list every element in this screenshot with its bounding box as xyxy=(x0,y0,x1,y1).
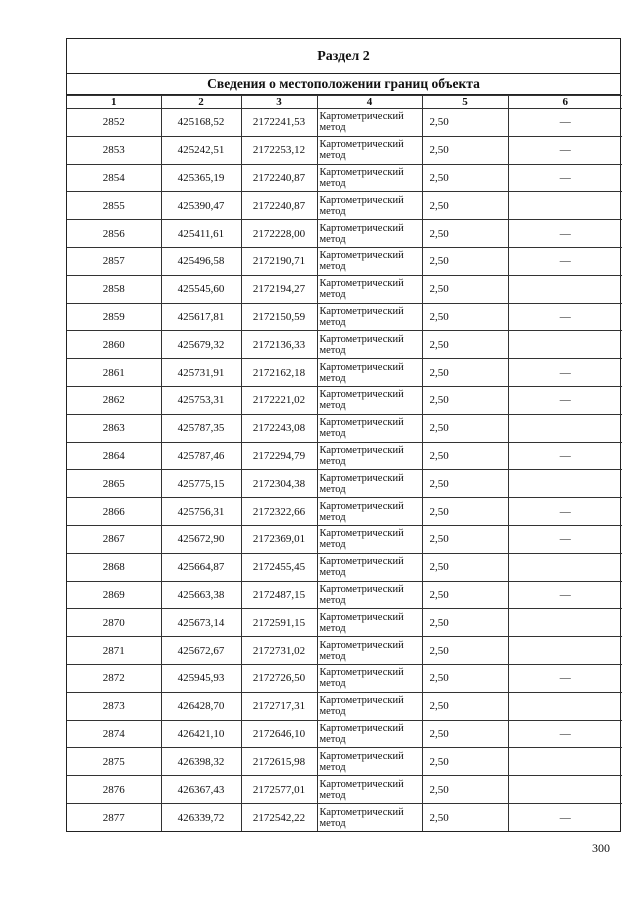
table-row xyxy=(67,442,622,470)
table-row xyxy=(67,192,622,220)
note-cell: — xyxy=(508,136,622,164)
method-cell: Картометрический метод xyxy=(317,275,422,303)
note-cell: — xyxy=(508,525,622,553)
point-number-cell: 2872 xyxy=(67,664,161,692)
y-coordinate-cell: 2172487,15 xyxy=(241,581,317,609)
note-cell xyxy=(508,331,622,359)
table-row xyxy=(67,581,622,609)
x-coordinate-cell: 425672,67 xyxy=(161,637,241,665)
method-cell: Картометрический метод xyxy=(317,192,422,220)
x-coordinate-cell: 425673,14 xyxy=(161,609,241,637)
table-row xyxy=(67,498,622,526)
note-cell xyxy=(508,776,622,804)
y-coordinate-cell: 2172322,66 xyxy=(241,498,317,526)
x-coordinate-cell: 425411,61 xyxy=(161,220,241,248)
method-cell: Картометрический метод xyxy=(317,525,422,553)
point-number-cell: 2857 xyxy=(67,247,161,275)
y-coordinate-cell: 2172150,59 xyxy=(241,303,317,331)
table-row xyxy=(67,303,622,331)
note-cell xyxy=(508,553,622,581)
x-coordinate-cell: 425390,47 xyxy=(161,192,241,220)
accuracy-cell: 2,50 xyxy=(422,331,508,359)
accuracy-cell: 2,50 xyxy=(422,359,508,387)
note-cell xyxy=(508,414,622,442)
table-row xyxy=(67,386,622,414)
table-row xyxy=(67,637,622,665)
accuracy-cell: 2,50 xyxy=(422,136,508,164)
point-number-cell: 2853 xyxy=(67,136,161,164)
method-cell: Картометрический метод xyxy=(317,776,422,804)
note-cell xyxy=(508,192,622,220)
note-cell: — xyxy=(508,164,622,192)
method-cell: Картометрический метод xyxy=(317,359,422,387)
y-coordinate-cell: 2172591,15 xyxy=(241,609,317,637)
point-number-cell: 2874 xyxy=(67,720,161,748)
table-header-row xyxy=(67,96,622,109)
table-row xyxy=(67,331,622,359)
accuracy-cell: 2,50 xyxy=(422,803,508,831)
point-number-cell: 2862 xyxy=(67,386,161,414)
page-number: 300 xyxy=(592,841,610,855)
note-cell: — xyxy=(508,386,622,414)
y-coordinate-cell: 2172646,10 xyxy=(241,720,317,748)
y-coordinate-cell: 2172136,33 xyxy=(241,331,317,359)
accuracy-cell: 2,50 xyxy=(422,470,508,498)
y-coordinate-cell: 2172253,12 xyxy=(241,136,317,164)
document-frame xyxy=(66,38,621,832)
method-cell: Картометрический метод xyxy=(317,164,422,192)
column-header: 6 xyxy=(508,96,622,109)
method-cell: Картометрический метод xyxy=(317,386,422,414)
x-coordinate-cell: 425242,51 xyxy=(161,136,241,164)
x-coordinate-cell: 426428,70 xyxy=(161,692,241,720)
accuracy-cell: 2,50 xyxy=(422,664,508,692)
x-coordinate-cell: 425731,91 xyxy=(161,359,241,387)
x-coordinate-cell: 425168,52 xyxy=(161,109,241,137)
method-cell: Картометрический метод xyxy=(317,470,422,498)
method-cell: Картометрический метод xyxy=(317,664,422,692)
table-row xyxy=(67,109,622,137)
accuracy-cell: 2,50 xyxy=(422,525,508,553)
note-cell: — xyxy=(508,303,622,331)
y-coordinate-cell: 2172455,45 xyxy=(241,553,317,581)
x-coordinate-cell: 425672,90 xyxy=(161,525,241,553)
table-row xyxy=(67,664,622,692)
x-coordinate-cell: 426367,43 xyxy=(161,776,241,804)
table-row xyxy=(67,525,622,553)
accuracy-cell: 2,50 xyxy=(422,414,508,442)
y-coordinate-cell: 2172162,18 xyxy=(241,359,317,387)
section-subtitle: Сведения о местоположении границ объекта xyxy=(67,74,620,95)
table-row xyxy=(67,359,622,387)
y-coordinate-cell: 2172228,00 xyxy=(241,220,317,248)
table-row xyxy=(67,275,622,303)
point-number-cell: 2875 xyxy=(67,748,161,776)
method-cell: Картометрический метод xyxy=(317,748,422,776)
y-coordinate-cell: 2172194,27 xyxy=(241,275,317,303)
point-number-cell: 2871 xyxy=(67,637,161,665)
accuracy-cell: 2,50 xyxy=(422,498,508,526)
note-cell: — xyxy=(508,247,622,275)
accuracy-cell: 2,50 xyxy=(422,442,508,470)
x-coordinate-cell: 425787,46 xyxy=(161,442,241,470)
x-coordinate-cell: 425787,35 xyxy=(161,414,241,442)
method-cell: Картометрический метод xyxy=(317,109,422,137)
point-number-cell: 2859 xyxy=(67,303,161,331)
y-coordinate-cell: 2172726,50 xyxy=(241,664,317,692)
x-coordinate-cell: 425365,19 xyxy=(161,164,241,192)
method-cell: Картометрический метод xyxy=(317,581,422,609)
point-number-cell: 2864 xyxy=(67,442,161,470)
accuracy-cell: 2,50 xyxy=(422,275,508,303)
method-cell: Картометрический метод xyxy=(317,331,422,359)
table-row xyxy=(67,164,622,192)
note-cell: — xyxy=(508,581,622,609)
x-coordinate-cell: 425496,58 xyxy=(161,247,241,275)
table-row xyxy=(67,220,622,248)
accuracy-cell: 2,50 xyxy=(422,303,508,331)
method-cell: Картометрический метод xyxy=(317,136,422,164)
table-row xyxy=(67,692,622,720)
point-number-cell: 2863 xyxy=(67,414,161,442)
method-cell: Картометрический метод xyxy=(317,442,422,470)
point-number-cell: 2870 xyxy=(67,609,161,637)
note-cell: — xyxy=(508,220,622,248)
method-cell: Картометрический метод xyxy=(317,803,422,831)
note-cell: — xyxy=(508,720,622,748)
x-coordinate-cell: 426421,10 xyxy=(161,720,241,748)
note-cell xyxy=(508,748,622,776)
method-cell: Картометрический метод xyxy=(317,637,422,665)
point-number-cell: 2858 xyxy=(67,275,161,303)
x-coordinate-cell: 425753,31 xyxy=(161,386,241,414)
y-coordinate-cell: 2172615,98 xyxy=(241,748,317,776)
table-row xyxy=(67,720,622,748)
y-coordinate-cell: 2172294,79 xyxy=(241,442,317,470)
point-number-cell: 2877 xyxy=(67,803,161,831)
column-header: 2 xyxy=(161,96,241,109)
accuracy-cell: 2,50 xyxy=(422,192,508,220)
note-cell: — xyxy=(508,109,622,137)
y-coordinate-cell: 2172241,53 xyxy=(241,109,317,137)
x-coordinate-cell: 425545,60 xyxy=(161,275,241,303)
boundary-points-table xyxy=(67,95,622,831)
y-coordinate-cell: 2172221,02 xyxy=(241,386,317,414)
point-number-cell: 2861 xyxy=(67,359,161,387)
table-row xyxy=(67,748,622,776)
y-coordinate-cell: 2172243,08 xyxy=(241,414,317,442)
point-number-cell: 2855 xyxy=(67,192,161,220)
y-coordinate-cell: 2172577,01 xyxy=(241,776,317,804)
method-cell: Картометрический метод xyxy=(317,692,422,720)
table-row xyxy=(67,553,622,581)
note-cell xyxy=(508,275,622,303)
y-coordinate-cell: 2172240,87 xyxy=(241,192,317,220)
method-cell: Картометрический метод xyxy=(317,247,422,275)
accuracy-cell: 2,50 xyxy=(422,609,508,637)
point-number-cell: 2866 xyxy=(67,498,161,526)
method-cell: Картометрический метод xyxy=(317,220,422,248)
note-cell xyxy=(508,637,622,665)
column-header: 5 xyxy=(422,96,508,109)
table-row xyxy=(67,247,622,275)
column-header: 3 xyxy=(241,96,317,109)
accuracy-cell: 2,50 xyxy=(422,748,508,776)
point-number-cell: 2869 xyxy=(67,581,161,609)
x-coordinate-cell: 425756,31 xyxy=(161,498,241,526)
table-row xyxy=(67,470,622,498)
point-number-cell: 2865 xyxy=(67,470,161,498)
note-cell: — xyxy=(508,442,622,470)
note-cell xyxy=(508,470,622,498)
point-number-cell: 2873 xyxy=(67,692,161,720)
method-cell: Картометрический метод xyxy=(317,720,422,748)
note-cell: — xyxy=(508,498,622,526)
point-number-cell: 2867 xyxy=(67,525,161,553)
x-coordinate-cell: 425664,87 xyxy=(161,553,241,581)
note-cell: — xyxy=(508,359,622,387)
point-number-cell: 2854 xyxy=(67,164,161,192)
table-row xyxy=(67,136,622,164)
x-coordinate-cell: 425679,32 xyxy=(161,331,241,359)
note-cell: — xyxy=(508,803,622,831)
column-header: 4 xyxy=(317,96,422,109)
accuracy-cell: 2,50 xyxy=(422,720,508,748)
method-cell: Картометрический метод xyxy=(317,303,422,331)
accuracy-cell: 2,50 xyxy=(422,637,508,665)
y-coordinate-cell: 2172731,02 xyxy=(241,637,317,665)
section-title: Раздел 2 xyxy=(67,39,620,74)
y-coordinate-cell: 2172542,22 xyxy=(241,803,317,831)
point-number-cell: 2876 xyxy=(67,776,161,804)
x-coordinate-cell: 425775,15 xyxy=(161,470,241,498)
point-number-cell: 2860 xyxy=(67,331,161,359)
method-cell: Картометрический метод xyxy=(317,553,422,581)
method-cell: Картометрический метод xyxy=(317,609,422,637)
accuracy-cell: 2,50 xyxy=(422,247,508,275)
table-row xyxy=(67,776,622,804)
accuracy-cell: 2,50 xyxy=(422,553,508,581)
x-coordinate-cell: 426398,32 xyxy=(161,748,241,776)
y-coordinate-cell: 2172304,38 xyxy=(241,470,317,498)
x-coordinate-cell: 425945,93 xyxy=(161,664,241,692)
column-header: 1 xyxy=(67,96,161,109)
y-coordinate-cell: 2172240,87 xyxy=(241,164,317,192)
point-number-cell: 2852 xyxy=(67,109,161,137)
y-coordinate-cell: 2172190,71 xyxy=(241,247,317,275)
accuracy-cell: 2,50 xyxy=(422,109,508,137)
note-cell xyxy=(508,692,622,720)
accuracy-cell: 2,50 xyxy=(422,776,508,804)
note-cell xyxy=(508,609,622,637)
method-cell: Картометрический метод xyxy=(317,414,422,442)
x-coordinate-cell: 426339,72 xyxy=(161,803,241,831)
table-row xyxy=(67,609,622,637)
y-coordinate-cell: 2172369,01 xyxy=(241,525,317,553)
table-row xyxy=(67,414,622,442)
x-coordinate-cell: 425617,81 xyxy=(161,303,241,331)
y-coordinate-cell: 2172717,31 xyxy=(241,692,317,720)
accuracy-cell: 2,50 xyxy=(422,692,508,720)
table-row xyxy=(67,803,622,831)
note-cell: — xyxy=(508,664,622,692)
accuracy-cell: 2,50 xyxy=(422,164,508,192)
point-number-cell: 2856 xyxy=(67,220,161,248)
accuracy-cell: 2,50 xyxy=(422,386,508,414)
x-coordinate-cell: 425663,38 xyxy=(161,581,241,609)
accuracy-cell: 2,50 xyxy=(422,220,508,248)
accuracy-cell: 2,50 xyxy=(422,581,508,609)
method-cell: Картометрический метод xyxy=(317,498,422,526)
point-number-cell: 2868 xyxy=(67,553,161,581)
